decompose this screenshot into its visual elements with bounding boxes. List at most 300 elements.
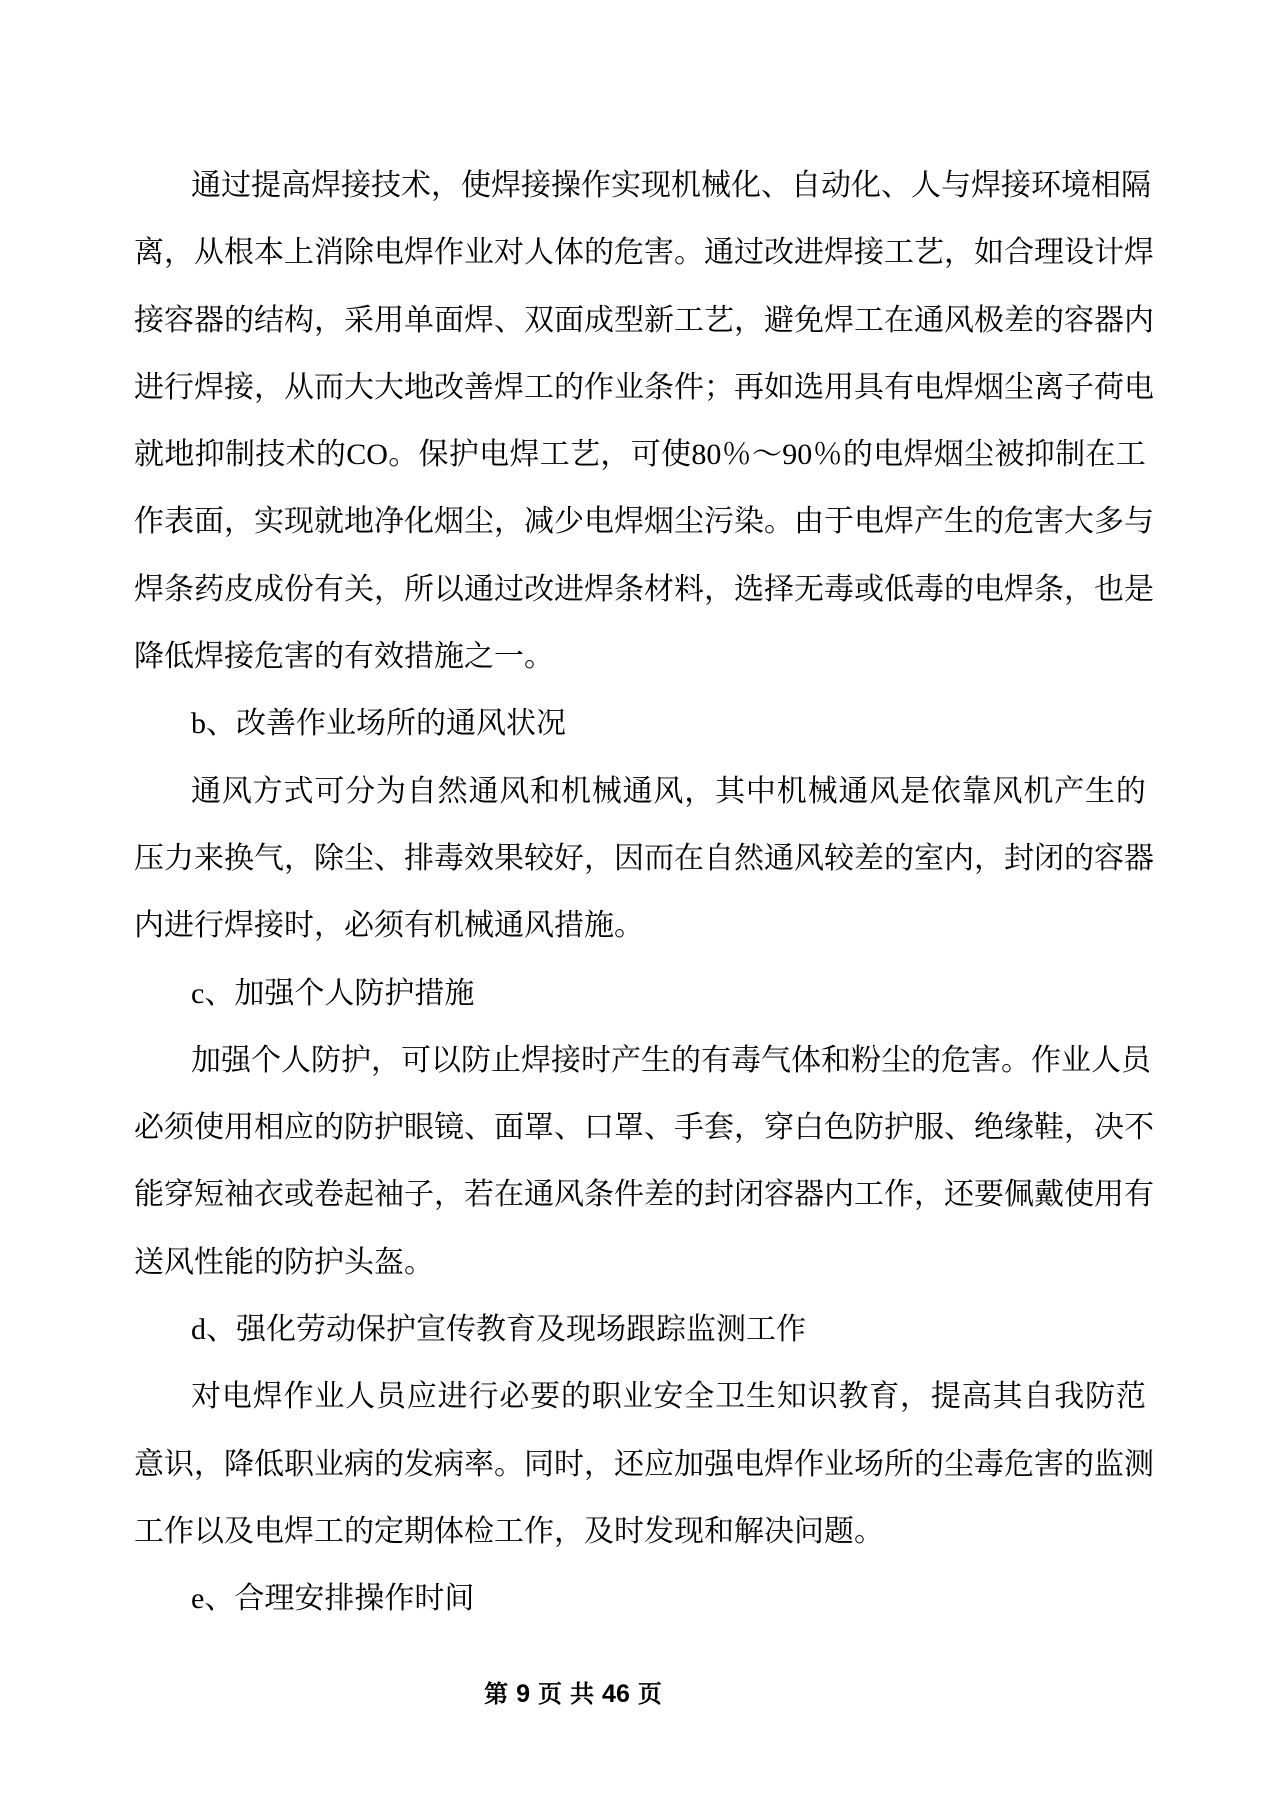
text-char: 所	[404, 572, 434, 606]
page-footer	[0, 1680, 1146, 1709]
text-char: 自	[704, 841, 734, 875]
text-char: 如	[974, 236, 1004, 270]
text-char: 个	[251, 1043, 281, 1077]
text-char: 危	[941, 1043, 971, 1077]
text-char: 差	[854, 841, 884, 875]
text-char: 所	[884, 1447, 914, 1481]
text-char: 艺	[914, 236, 944, 270]
text-char: ，	[914, 1178, 944, 1212]
text-char: 排	[404, 841, 434, 875]
text-char: 少	[554, 505, 584, 539]
text-char: 接	[224, 370, 254, 404]
text-char: 然	[734, 841, 764, 875]
text-char: 80	[691, 438, 722, 472]
text-char: 加	[674, 1447, 704, 1481]
text-char: 面	[494, 1111, 524, 1145]
text-char: 于	[824, 505, 854, 539]
text-char: 机	[776, 774, 807, 808]
text-char: 单	[404, 303, 434, 337]
text-char: 短	[194, 1178, 224, 1212]
text-char: 育	[869, 1380, 900, 1414]
text-char: 场	[854, 1447, 884, 1481]
text-char: 地	[404, 370, 434, 404]
text-line: b、改善作业场所的通风状况	[191, 707, 566, 741]
text-char: 和	[821, 1043, 851, 1077]
text-char: 实	[611, 169, 641, 202]
text-char: 行	[164, 370, 194, 404]
text-char: ，	[900, 1380, 931, 1414]
text-char: 风	[869, 774, 900, 808]
text-char: 也	[1094, 572, 1124, 606]
text-char: 化	[731, 169, 761, 202]
text-char: 抑	[194, 438, 225, 472]
text-char: 电	[479, 438, 510, 472]
text-char: 监	[1094, 1447, 1124, 1481]
text-char: 毒	[974, 1447, 1004, 1481]
text-char: 人	[524, 236, 554, 270]
text-char: 其	[715, 774, 746, 808]
text-char: ，	[224, 505, 254, 539]
text-char: 焊	[521, 1043, 551, 1077]
text-char: 可	[314, 774, 345, 808]
text-char: 焊	[1004, 572, 1034, 606]
text-char: 用	[824, 370, 854, 404]
text-char: 的	[884, 841, 914, 875]
text-char: 被	[994, 438, 1025, 472]
text-char: 容	[764, 1178, 794, 1212]
text-char: 护	[374, 1111, 404, 1145]
text-char: 行	[468, 1380, 499, 1414]
text-char: 术	[285, 438, 316, 472]
text-char: 罩	[614, 1111, 644, 1145]
text-char: 果	[494, 841, 524, 875]
text-char: 须	[164, 1111, 194, 1145]
text-char: 较	[524, 841, 554, 875]
text-char: 焊	[584, 572, 614, 606]
text-char: 接	[134, 303, 164, 337]
text-char: 手	[674, 1111, 704, 1145]
text-char: 效	[464, 841, 494, 875]
text-char: ％	[721, 438, 752, 472]
text-char: 极	[974, 303, 1004, 337]
text-line	[134, 1027, 1151, 1094]
text-char: 式	[283, 774, 314, 808]
text-char: 善	[464, 370, 494, 404]
text-char: 焊	[494, 370, 524, 404]
text-char: 然	[437, 774, 468, 808]
text-char: 条	[644, 370, 674, 404]
text-char: 卫	[715, 1380, 746, 1414]
text-char: 范	[1115, 1380, 1146, 1414]
text-char: 害	[644, 236, 674, 270]
text-char: 无	[794, 572, 824, 606]
text-line	[134, 287, 1154, 354]
text-char: ，	[164, 236, 194, 270]
text-char: 尘	[1004, 370, 1034, 404]
text-char: 大	[374, 370, 404, 404]
text-char: ，	[944, 236, 974, 270]
text-char: 产	[611, 1043, 641, 1077]
text-char: 发	[404, 1447, 434, 1481]
text-char: 危	[1004, 1447, 1034, 1481]
text-char: 白	[794, 1111, 824, 1145]
text-char: 。	[494, 1447, 524, 1481]
text-char: 强	[221, 1043, 251, 1077]
text-char: 焊	[491, 169, 521, 202]
text-char: 业	[464, 236, 494, 270]
text-char: 作	[794, 1447, 824, 1481]
text-char: 通	[622, 774, 653, 808]
text-char: 理	[1034, 236, 1064, 270]
text-char: 机	[560, 774, 591, 808]
text-char: 粉	[851, 1043, 881, 1077]
text-char: 条	[1034, 572, 1064, 606]
text-char: 是	[1124, 572, 1154, 606]
text-char: 或	[284, 1178, 314, 1212]
text-line	[134, 354, 1154, 421]
text-char: 焊	[134, 572, 164, 606]
text-char: 艺	[570, 438, 601, 472]
text-char: 通	[914, 303, 944, 337]
text-char: 工	[539, 438, 570, 472]
text-char: 要	[530, 1380, 561, 1414]
text-char: 若	[464, 1178, 494, 1212]
text-char: 。	[1001, 1043, 1031, 1077]
text-char: 的	[842, 438, 873, 472]
text-char: 容	[1064, 303, 1094, 337]
text-char: 器	[794, 1178, 824, 1212]
text-char: 与	[1124, 505, 1154, 539]
text-char: 动	[821, 169, 851, 202]
text-char: 通	[704, 236, 734, 270]
text-char: 接	[854, 236, 884, 270]
text-char: 口	[584, 1111, 614, 1145]
text-char: 是	[900, 774, 931, 808]
text-char: 工	[524, 370, 554, 404]
text-char: 烟	[434, 505, 464, 539]
text-char: 的	[944, 572, 974, 606]
text-char: 如	[764, 370, 794, 404]
text-char: 必	[499, 1380, 530, 1414]
text-char: 风	[653, 774, 684, 808]
text-char: 我	[1054, 1380, 1085, 1414]
text-char: 害	[1034, 1447, 1064, 1481]
text-char: 尘	[344, 841, 374, 875]
text-line	[134, 1161, 1154, 1228]
footer-label: 共	[570, 1682, 595, 1708]
text-line: e、合理安排操作时间	[191, 1582, 475, 1616]
text-char: 艺	[704, 303, 734, 337]
text-char: 风	[221, 774, 252, 808]
text-char: 进	[554, 572, 584, 606]
text-char: 容	[1094, 841, 1124, 875]
text-char: 件	[614, 1178, 644, 1212]
text-char: ，	[284, 841, 314, 875]
text-char: 自	[1023, 1380, 1054, 1414]
text-char: 依	[930, 774, 961, 808]
text-line	[134, 488, 1154, 555]
text-char: 作	[1031, 1043, 1061, 1077]
text-char: 成	[584, 303, 614, 337]
text-char: 同	[524, 1447, 554, 1481]
text-char: 的	[974, 505, 1004, 539]
text-char: 危	[614, 236, 644, 270]
text-char: 气	[254, 841, 284, 875]
text-char: 生	[641, 1043, 671, 1077]
text-char: CO	[346, 438, 388, 472]
text-char: 污	[704, 505, 734, 539]
text-char: 。	[674, 236, 704, 270]
text-char: 焊	[944, 370, 974, 404]
text-char: 接	[521, 169, 551, 202]
text-char: 以	[434, 572, 464, 606]
text-char: 构	[284, 303, 314, 337]
text-char: 的	[314, 1111, 344, 1145]
text-char: 可	[401, 1043, 431, 1077]
text-char: 人	[911, 169, 941, 202]
text-line: d、强化劳动保护宣传教育及现场跟踪监测工作	[191, 1313, 806, 1347]
text-char: 封	[704, 1178, 734, 1212]
text-char: 烟	[933, 438, 964, 472]
text-char: ，	[314, 303, 344, 337]
text-char: 职	[591, 1380, 622, 1414]
text-char: 色	[824, 1111, 854, 1145]
text-char: 焊	[311, 169, 341, 202]
text-char: 尘	[881, 1043, 911, 1077]
text-char: 压	[134, 841, 164, 875]
text-char: 必	[134, 1111, 164, 1145]
text-char: 的	[911, 1043, 941, 1077]
text-char: 防	[311, 1043, 341, 1077]
text-char: 封	[1004, 841, 1034, 875]
text-char: 能	[134, 1178, 164, 1212]
text-char: 自	[406, 774, 437, 808]
text-char: 面	[554, 303, 584, 337]
text-char: 染	[734, 505, 764, 539]
text-char: 因	[614, 841, 644, 875]
text-char: 相	[254, 1111, 284, 1145]
text-char: 防	[854, 1111, 884, 1145]
text-line	[134, 758, 1146, 825]
text-char: 在	[674, 841, 704, 875]
text-char: 的	[584, 236, 614, 270]
text-char: 材	[644, 572, 674, 606]
text-char: 焊	[824, 236, 854, 270]
text-line	[134, 825, 1154, 892]
text-line	[134, 152, 1151, 219]
text-char: 工	[674, 303, 704, 337]
text-char: 焊	[252, 1380, 283, 1414]
text-char: ，	[1064, 572, 1094, 606]
text-char: 内	[824, 1178, 854, 1212]
text-char: 作	[434, 236, 464, 270]
text-char: 接	[551, 1043, 581, 1077]
text-char: 尘	[964, 438, 995, 472]
text-char: 过	[734, 236, 764, 270]
text-char: 应	[406, 1380, 437, 1414]
text-char: 制	[224, 438, 255, 472]
text-char: ～	[751, 438, 782, 472]
text-char: 意	[134, 1447, 164, 1481]
text-char: 识	[164, 1447, 194, 1481]
text-char: 工	[884, 236, 914, 270]
text-char: 业	[314, 1447, 344, 1481]
text-char: 较	[824, 841, 854, 875]
footer-label: 页	[637, 1682, 662, 1708]
text-char: 戴	[1034, 1178, 1064, 1212]
text-char: 进	[794, 236, 824, 270]
text-char: 毒	[914, 572, 944, 606]
text-char: 计	[1094, 236, 1124, 270]
text-char: 隔	[1121, 169, 1151, 202]
text-char: 、	[761, 169, 791, 202]
text-char: 在	[494, 1178, 524, 1212]
text-char: 强	[704, 1447, 734, 1481]
text-char: 从	[194, 236, 224, 270]
text-char: 毒	[434, 841, 464, 875]
text-char: 择	[764, 572, 794, 606]
text-char: 通	[764, 841, 794, 875]
text-char: 械	[591, 774, 622, 808]
text-line: 送风性能的防护头盔。	[134, 1245, 434, 1279]
text-line: 工作以及电焊工的定期体检工作，及时发现和解决问题。	[134, 1514, 884, 1548]
text-char: 焊	[614, 505, 644, 539]
text-char: 、	[644, 1111, 674, 1145]
text-char: 焊	[404, 236, 434, 270]
text-char: 内	[1124, 303, 1154, 337]
text-char: 穿	[164, 1178, 194, 1212]
text-char: 防	[344, 1111, 374, 1145]
text-char: 焊	[1124, 236, 1154, 270]
text-char: ；	[704, 370, 734, 404]
text-char: 通	[838, 774, 869, 808]
text-char: 烟	[974, 370, 1004, 404]
text-char: 业	[1061, 1043, 1091, 1077]
text-char: 全	[684, 1380, 715, 1414]
text-char: 室	[914, 841, 944, 875]
text-char: 除	[344, 236, 374, 270]
text-char: 份	[284, 572, 314, 606]
text-char: 的	[671, 1043, 701, 1077]
text-char: 在	[884, 303, 914, 337]
text-char: 生	[944, 505, 974, 539]
text-char: 袖	[224, 1178, 254, 1212]
text-char: 套	[704, 1111, 734, 1145]
text-char: 高	[961, 1380, 992, 1414]
text-char: 进	[134, 370, 164, 404]
text-char: 用	[224, 1111, 254, 1145]
text-char: 通	[524, 1178, 554, 1212]
text-char: 害	[1034, 505, 1064, 539]
text-char: 要	[974, 1178, 1004, 1212]
text-char: 电	[1124, 370, 1154, 404]
text-char: 而	[314, 370, 344, 404]
text-char: 还	[614, 1447, 644, 1481]
text-char: 靠	[961, 774, 992, 808]
text-char: 通	[191, 169, 221, 202]
text-char: 条	[614, 572, 644, 606]
text-char: 通	[464, 572, 494, 606]
text-char: 在	[1085, 438, 1116, 472]
text-char: 对	[494, 236, 524, 270]
text-char: 机	[671, 169, 701, 202]
text-char: 防	[1085, 1380, 1116, 1414]
text-char: 改	[764, 236, 794, 270]
text-char: 电	[374, 236, 404, 270]
text-char: 毒	[824, 572, 854, 606]
text-char: 、	[494, 303, 524, 337]
text-char: ，	[434, 1178, 464, 1212]
text-char: 通	[191, 774, 221, 808]
text-char: 接	[341, 169, 371, 202]
text-char: 的	[374, 1447, 404, 1481]
text-char: 90	[782, 438, 813, 472]
text-line: 降低焊接危害的有效措施之一。	[134, 640, 554, 674]
text-char: 电	[854, 505, 884, 539]
text-char: 离	[134, 236, 164, 270]
footer-page-number: 9	[516, 1680, 531, 1708]
text-char: 气	[761, 1043, 791, 1077]
text-char: 决	[1094, 1111, 1124, 1145]
text-char: 抑	[1024, 438, 1055, 472]
text-char: 安	[653, 1380, 684, 1414]
text-line	[134, 421, 1146, 488]
text-char: 器	[1094, 303, 1124, 337]
text-char: 识	[807, 1380, 838, 1414]
text-char: 电	[584, 505, 614, 539]
text-char: 实	[254, 505, 284, 539]
text-char: 由	[794, 505, 824, 539]
text-char: 新	[644, 303, 674, 337]
text-char: 病	[434, 1447, 464, 1481]
footer-label: 第	[484, 1682, 509, 1708]
text-char: 员	[1121, 1043, 1151, 1077]
text-char: 结	[254, 303, 284, 337]
text-char: 人	[1091, 1043, 1121, 1077]
text-char: 风	[499, 774, 530, 808]
text-char: 差	[1004, 303, 1034, 337]
text-char: 分	[345, 774, 376, 808]
text-char: 械	[807, 774, 838, 808]
text-char: 中	[745, 774, 776, 808]
text-char: ，	[494, 505, 524, 539]
text-char: 、	[464, 1111, 494, 1145]
text-char: 设	[1064, 236, 1094, 270]
text-char: 眼	[404, 1111, 434, 1145]
text-char: ，	[600, 438, 631, 472]
text-char: 焊	[884, 505, 914, 539]
text-char: 从	[284, 370, 314, 404]
text-char: 应	[644, 1447, 674, 1481]
text-char: 危	[1004, 505, 1034, 539]
text-char: 荷	[1094, 370, 1124, 404]
text-char: 起	[344, 1178, 374, 1212]
text-char: 焊	[464, 303, 494, 337]
text-char: 工	[854, 1178, 884, 1212]
text-char: 过	[221, 169, 251, 202]
text-char: 化	[404, 505, 434, 539]
text-char: 时	[554, 1447, 584, 1481]
text-char: 的	[560, 1380, 591, 1414]
text-char: 业	[614, 370, 644, 404]
text-char: 的	[315, 438, 346, 472]
text-char: 人	[345, 1380, 376, 1414]
text-char: 好	[554, 841, 584, 875]
text-char: 相	[1091, 169, 1121, 202]
footer-page-number: 46	[602, 1680, 630, 1708]
text-char: 使	[194, 1111, 224, 1145]
text-char: 镜	[434, 1111, 464, 1145]
